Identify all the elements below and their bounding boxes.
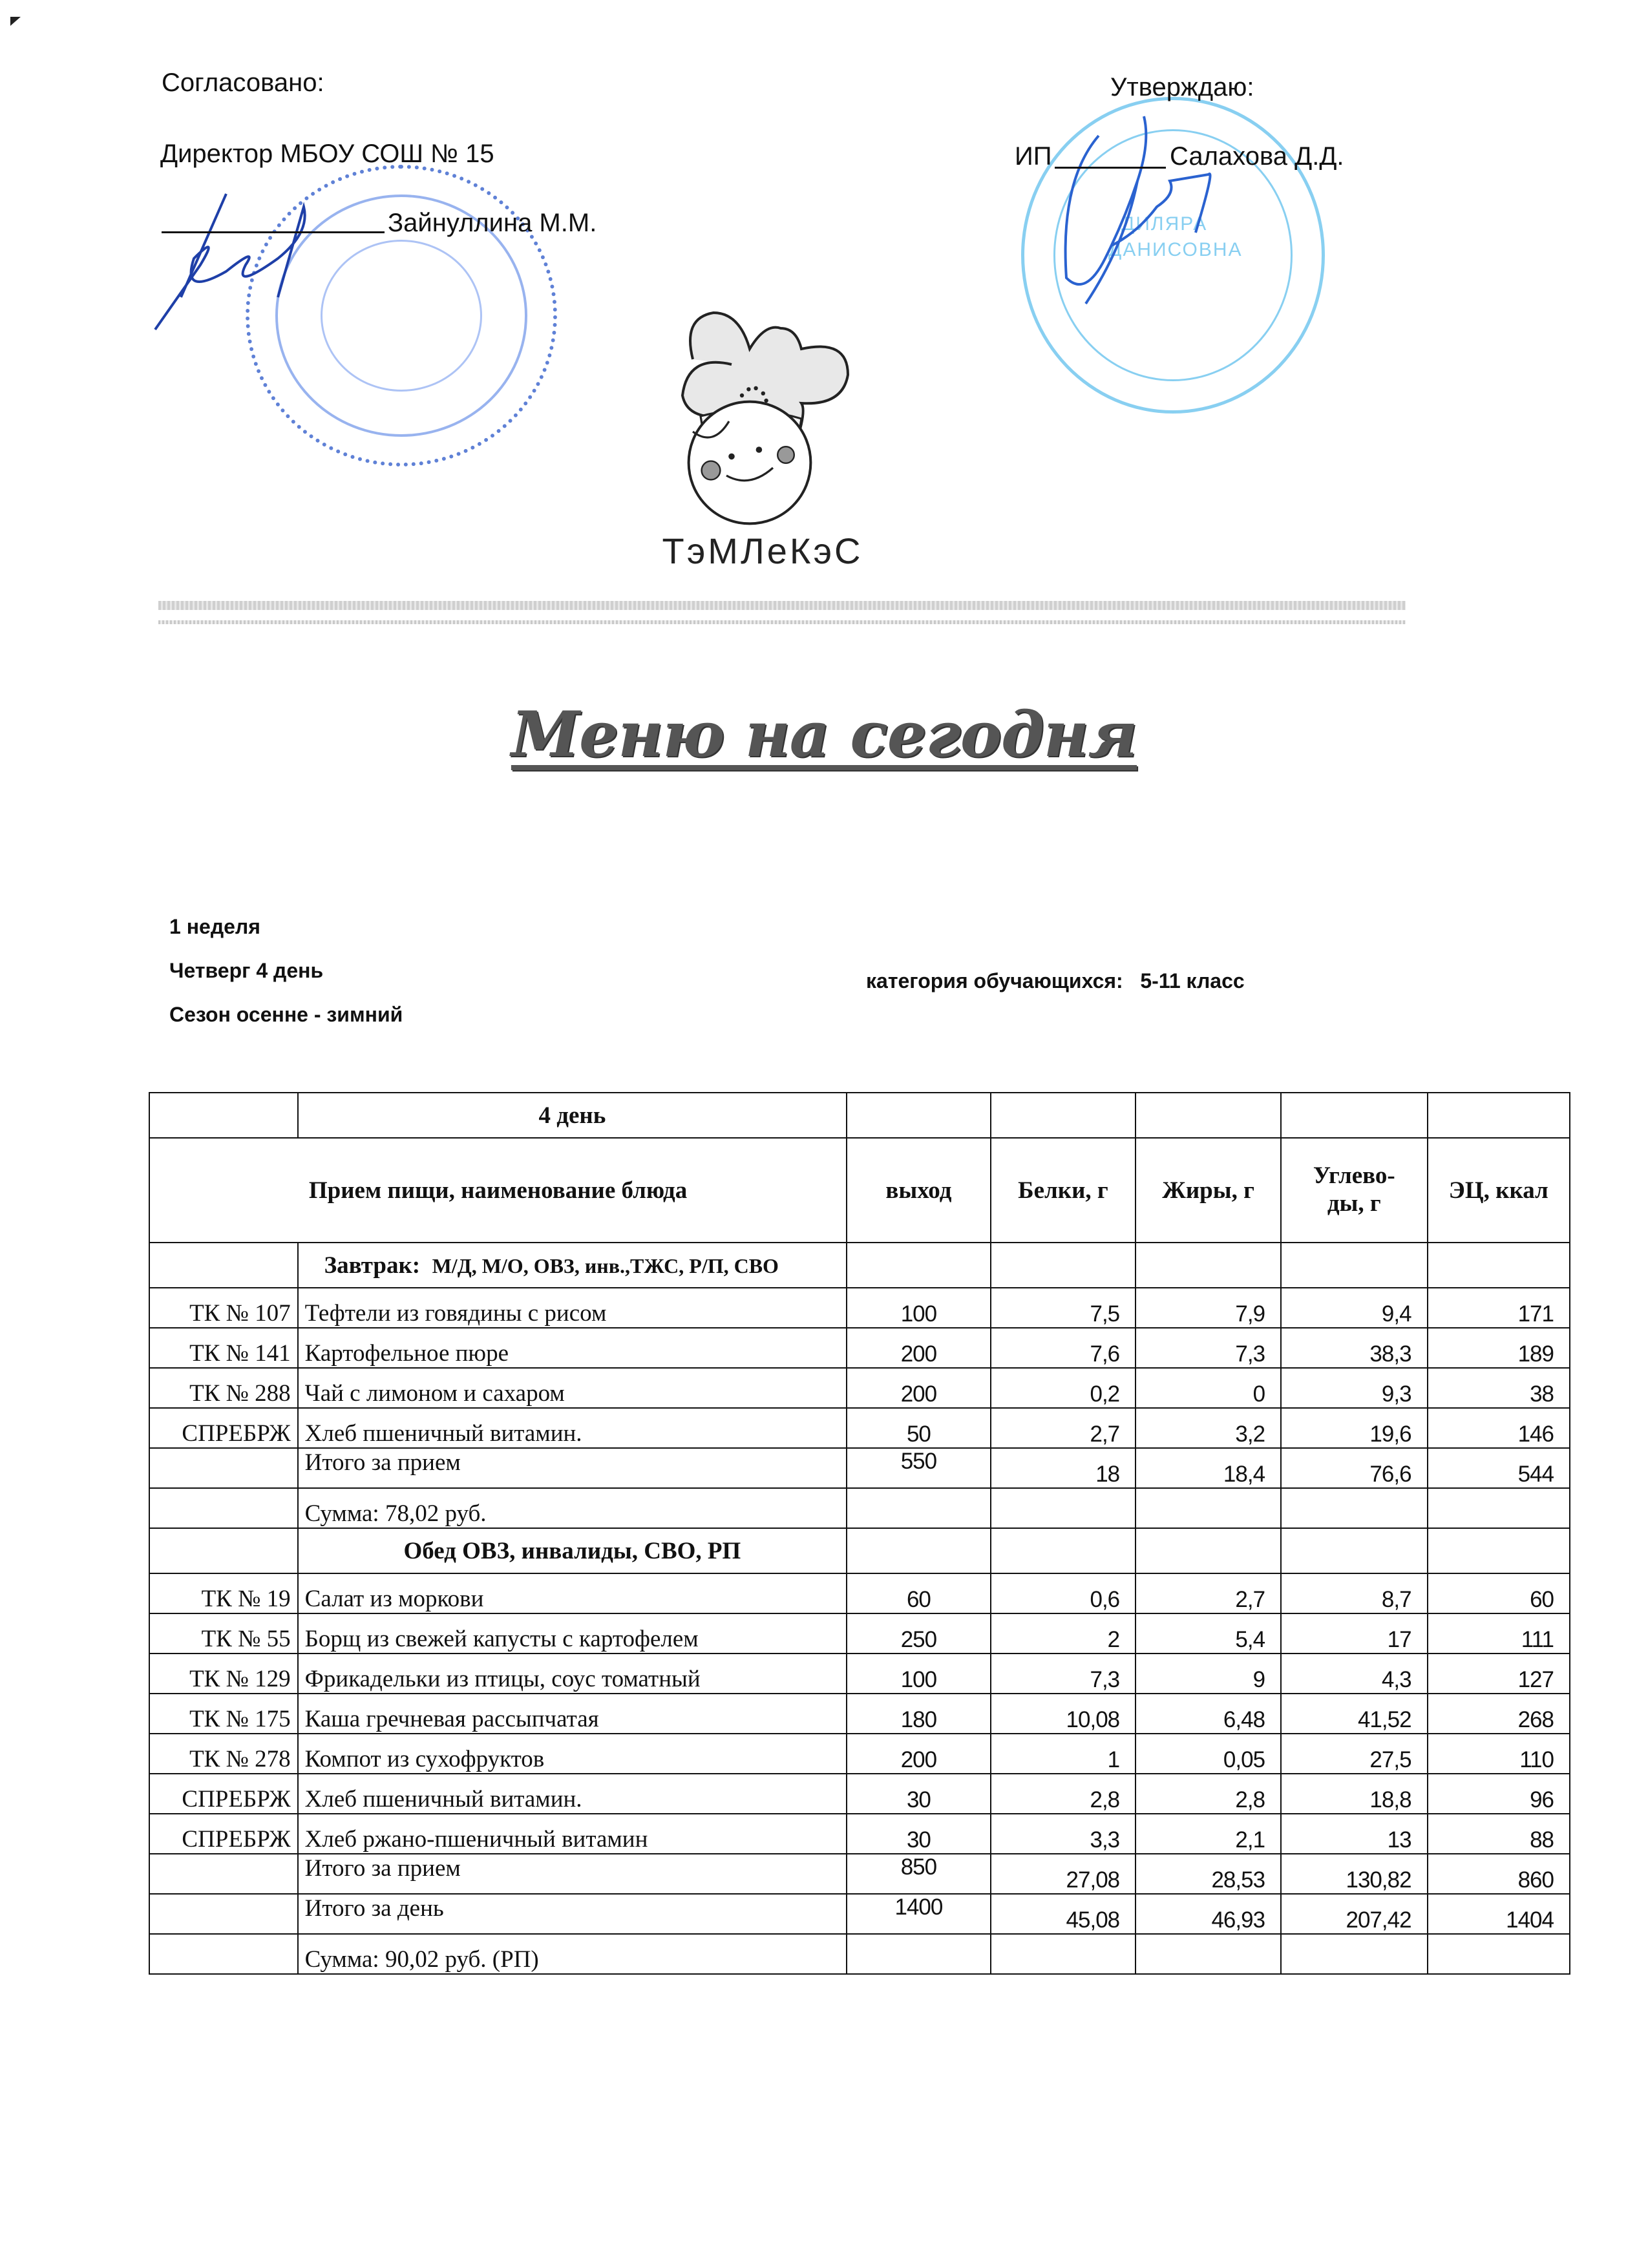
protein-value: 10,08 <box>991 1694 1136 1734</box>
brand-logo-text: ТэМЛеКэС <box>662 530 863 571</box>
recipe-code: ТК № 141 <box>149 1328 298 1368</box>
scan-corner-mark <box>10 17 21 26</box>
protein-value: 2,8 <box>991 1774 1136 1814</box>
empty-cell <box>991 1093 1136 1138</box>
season-label: Сезон осенне - зимний <box>169 1003 403 1026</box>
empty-cell <box>991 1528 1136 1573</box>
yield-value: 100 <box>847 1654 991 1694</box>
approval-right-position: ИП <box>1015 142 1052 171</box>
empty-cell <box>1428 1488 1570 1528</box>
empty-cell <box>847 1528 991 1573</box>
empty-cell <box>1136 1934 1281 1974</box>
yield-value: 100 <box>847 1288 991 1328</box>
empty-cell <box>1136 1243 1281 1288</box>
approval-left-name: Зайнуллина М.М. <box>388 209 597 237</box>
carbs-value: 9,3 <box>1281 1368 1428 1408</box>
empty-cell <box>991 1488 1136 1528</box>
energy-value: 96 <box>1428 1774 1570 1814</box>
recipe-code: ТК № 278 <box>149 1734 298 1774</box>
lunch-sum-row <box>149 1934 1570 1974</box>
empty-cell <box>149 1448 298 1488</box>
energy-value: 146 <box>1428 1408 1570 1448</box>
yield-value: 200 <box>847 1734 991 1774</box>
protein-value: 2,7 <box>991 1408 1136 1448</box>
header-meal: Прием пищи, наименование блюда <box>149 1138 847 1243</box>
dish-name: Хлеб ржано-пшеничный витамин <box>298 1814 847 1854</box>
approval-right-label: Утверждаю: <box>1110 73 1254 101</box>
page-title-wrap <box>0 698 1648 771</box>
protein-value: 7,6 <box>991 1328 1136 1368</box>
lunch-section-title: Обед ОВЗ, инвалиды, СВО, РП <box>298 1528 847 1573</box>
carbs-total: 76,6 <box>1281 1448 1428 1488</box>
energy-value: 111 <box>1428 1613 1570 1654</box>
protein-total: 18 <box>991 1448 1136 1488</box>
fat-value: 2,8 <box>1136 1774 1281 1814</box>
yield-total: 850 <box>847 1854 991 1894</box>
yield-value: 250 <box>847 1613 991 1654</box>
week-label: 1 неделя <box>169 915 260 938</box>
approval-left-label: Согласовано: <box>162 68 324 97</box>
total-label: Итого за прием <box>298 1448 847 1488</box>
carbs-value: 27,5 <box>1281 1734 1428 1774</box>
protein-total: 27,08 <box>991 1854 1136 1894</box>
table-row <box>149 1613 1570 1654</box>
carbs-value: 38,3 <box>1281 1328 1428 1368</box>
empty-cell <box>149 1854 298 1894</box>
recipe-code: ТК № 129 <box>149 1654 298 1694</box>
day-header: 4 день <box>298 1093 847 1138</box>
fat-value: 9 <box>1136 1654 1281 1694</box>
energy-value: 189 <box>1428 1328 1570 1368</box>
breakfast-groups: М/Д, М/О, ОВЗ, инв.,ТЖС, Р/П, СВО <box>432 1254 779 1277</box>
empty-cell <box>1136 1488 1281 1528</box>
empty-cell <box>1428 1093 1570 1138</box>
yield-value: 200 <box>847 1328 991 1368</box>
fat-value: 0 <box>1136 1368 1281 1408</box>
dish-name: Каша гречневая рассыпчатая <box>298 1694 847 1734</box>
empty-cell <box>149 1243 298 1288</box>
day-total-row <box>149 1894 1570 1934</box>
dish-name: Компот из сухофруктов <box>298 1734 847 1774</box>
header-protein: Белки, г <box>991 1138 1136 1243</box>
breakfast-total-row <box>149 1448 1570 1488</box>
energy-value: 171 <box>1428 1288 1570 1328</box>
dish-name: Хлеб пшеничный витамин. <box>298 1408 847 1448</box>
breakfast-price: Сумма: 78,02 руб. <box>298 1488 847 1528</box>
energy-value: 110 <box>1428 1734 1570 1774</box>
dish-name: Фрикадельки из птицы, соус томатный <box>298 1654 847 1694</box>
protein-value: 0,2 <box>991 1368 1136 1408</box>
breakfast-section-row <box>149 1243 1570 1288</box>
protein-value: 7,3 <box>991 1654 1136 1694</box>
empty-cell <box>149 1894 298 1934</box>
category-caption: категория обучающихся: <box>866 969 1123 992</box>
fat-day-total: 46,93 <box>1136 1894 1281 1934</box>
protein-value: 7,5 <box>991 1288 1136 1328</box>
yield-day-total: 1400 <box>847 1894 991 1934</box>
protein-day-total: 45,08 <box>991 1894 1136 1934</box>
yield-value: 50 <box>847 1408 991 1448</box>
carbs-value: 4,3 <box>1281 1654 1428 1694</box>
recipe-code: СПРЕБРЖ <box>149 1774 298 1814</box>
yield-value: 60 <box>847 1573 991 1613</box>
chef-boy-icon <box>646 271 879 530</box>
empty-cell <box>1136 1528 1281 1573</box>
empty-cell <box>1281 1093 1428 1138</box>
recipe-code: ТК № 55 <box>149 1613 298 1654</box>
lunch-total-row <box>149 1854 1570 1894</box>
energy-value: 268 <box>1428 1694 1570 1734</box>
empty-cell <box>1281 1528 1428 1573</box>
breakfast-sum-row <box>149 1488 1570 1528</box>
yield-value: 30 <box>847 1814 991 1854</box>
header-divider <box>158 601 1406 610</box>
carbs-value: 18,8 <box>1281 1774 1428 1814</box>
breakfast-title: Завтрак: <box>324 1252 421 1279</box>
lunch-price: Сумма: 90,02 руб. (РП) <box>298 1934 847 1974</box>
empty-cell <box>149 1934 298 1974</box>
carbs-value: 8,7 <box>1281 1573 1428 1613</box>
header-divider-thin <box>158 620 1406 624</box>
page-title: Меню на сегодня <box>511 698 1137 771</box>
day-label: Четверг 4 день <box>169 959 324 982</box>
protein-value: 0,6 <box>991 1573 1136 1613</box>
empty-cell <box>149 1093 298 1138</box>
total-label: Итого за прием <box>298 1854 847 1894</box>
table-row <box>149 1288 1570 1328</box>
category-value: 5-11 класс <box>1140 969 1245 992</box>
energy-value: 38 <box>1428 1368 1570 1408</box>
yield-total: 550 <box>847 1448 991 1488</box>
empty-cell <box>847 1488 991 1528</box>
empty-cell <box>1136 1093 1281 1138</box>
category-label <box>866 969 1245 993</box>
empty-cell <box>847 1243 991 1288</box>
table-day-header-row <box>149 1093 1570 1138</box>
dish-name: Картофельное пюре <box>298 1328 847 1368</box>
energy-value: 127 <box>1428 1654 1570 1694</box>
empty-cell <box>149 1488 298 1528</box>
signature-left-icon <box>129 168 401 336</box>
empty-cell <box>847 1934 991 1974</box>
menu-table <box>149 1092 1570 1975</box>
fat-value: 2,1 <box>1136 1814 1281 1854</box>
recipe-code: СПРЕБРЖ <box>149 1408 298 1448</box>
empty-cell <box>149 1528 298 1573</box>
header-carbs-line2: ды, г <box>1327 1190 1381 1217</box>
dish-name: Чай с лимоном и сахаром <box>298 1368 847 1408</box>
fat-value: 7,9 <box>1136 1288 1281 1328</box>
empty-cell <box>991 1243 1136 1288</box>
table-row <box>149 1408 1570 1448</box>
header-carbs-line1: Углево- <box>1313 1162 1395 1190</box>
carbs-value: 13 <box>1281 1814 1428 1854</box>
table-row <box>149 1573 1570 1613</box>
carbs-value: 19,6 <box>1281 1408 1428 1448</box>
approval-left-position: Директор МБОУ СОШ № 15 <box>160 140 494 168</box>
fat-value: 0,05 <box>1136 1734 1281 1774</box>
fat-value: 3,2 <box>1136 1408 1281 1448</box>
table-row <box>149 1654 1570 1694</box>
header-energy: ЭЦ, ккал <box>1428 1138 1570 1243</box>
carbs-value: 17 <box>1281 1613 1428 1654</box>
carbs-total: 130,82 <box>1281 1854 1428 1894</box>
table-row <box>149 1328 1570 1368</box>
table-row <box>149 1694 1570 1734</box>
approval-right-name: Салахова Д.Д. <box>1170 142 1344 171</box>
table-row <box>149 1734 1570 1774</box>
energy-day-total: 1404 <box>1428 1894 1570 1934</box>
table-column-header-row <box>149 1138 1570 1243</box>
yield-value: 30 <box>847 1774 991 1814</box>
signature-line-right <box>1055 167 1166 169</box>
recipe-code: ТК № 175 <box>149 1694 298 1734</box>
energy-value: 60 <box>1428 1573 1570 1613</box>
day-total-label: Итого за день <box>298 1894 847 1934</box>
carbs-value: 9,4 <box>1281 1288 1428 1328</box>
empty-cell <box>1281 1243 1428 1288</box>
header-carbs <box>1281 1138 1428 1243</box>
fat-value: 2,7 <box>1136 1573 1281 1613</box>
table-row <box>149 1368 1570 1408</box>
empty-cell <box>1281 1488 1428 1528</box>
empty-cell <box>991 1934 1136 1974</box>
empty-cell <box>1428 1243 1570 1288</box>
recipe-code: СПРЕБРЖ <box>149 1814 298 1854</box>
recipe-code: ТК № 288 <box>149 1368 298 1408</box>
dish-name: Салат из моркови <box>298 1573 847 1613</box>
protein-value: 1 <box>991 1734 1136 1774</box>
empty-cell <box>1428 1528 1570 1573</box>
carbs-day-total: 207,42 <box>1281 1894 1428 1934</box>
empty-cell <box>847 1093 991 1138</box>
signature-right-icon <box>1047 103 1241 310</box>
recipe-code: ТК № 107 <box>149 1288 298 1328</box>
fat-value: 5,4 <box>1136 1613 1281 1654</box>
energy-total: 544 <box>1428 1448 1570 1488</box>
header-yield: выход <box>847 1138 991 1243</box>
header-fat: Жиры, г <box>1136 1138 1281 1243</box>
dish-name: Борщ из свежей капусты с картофелем <box>298 1613 847 1654</box>
dish-name: Тефтели из говядины с рисом <box>298 1288 847 1328</box>
lunch-section-row <box>149 1528 1570 1573</box>
table-row <box>149 1814 1570 1854</box>
signature-line-left <box>162 231 385 233</box>
protein-value: 3,3 <box>991 1814 1136 1854</box>
stamp-text-line2: ДАНИСОВНА <box>1108 239 1243 260</box>
fat-total: 18,4 <box>1136 1448 1281 1488</box>
table-row <box>149 1774 1570 1814</box>
yield-value: 200 <box>847 1368 991 1408</box>
stamp-text-line1: ДИЛЯРА <box>1121 213 1208 235</box>
carbs-value: 41,52 <box>1281 1694 1428 1734</box>
empty-cell <box>1428 1934 1570 1974</box>
fat-value: 7,3 <box>1136 1328 1281 1368</box>
empty-cell <box>1281 1934 1428 1974</box>
energy-value: 88 <box>1428 1814 1570 1854</box>
recipe-code: ТК № 19 <box>149 1573 298 1613</box>
breakfast-section-title <box>298 1243 847 1288</box>
dish-name: Хлеб пшеничный витамин. <box>298 1774 847 1814</box>
yield-value: 180 <box>847 1694 991 1734</box>
protein-value: 2 <box>991 1613 1136 1654</box>
energy-total: 860 <box>1428 1854 1570 1894</box>
fat-value: 6,48 <box>1136 1694 1281 1734</box>
fat-total: 28,53 <box>1136 1854 1281 1894</box>
